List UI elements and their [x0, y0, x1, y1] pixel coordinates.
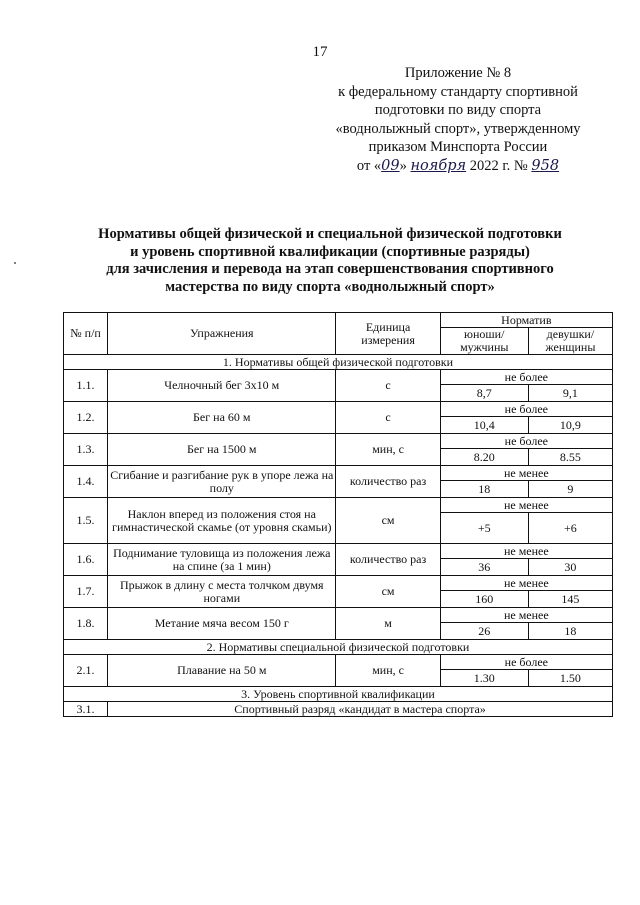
header-num: № п/п	[64, 313, 108, 355]
row-num: 1.4.	[64, 466, 108, 498]
appendix-line: к федеральному стандарту спортивной	[338, 83, 578, 100]
appendix-line: подготовки по виду спорта	[374, 102, 542, 118]
page-number: 17	[312, 44, 328, 60]
row-unit: количество раз	[336, 466, 440, 498]
row-condition: не менее	[440, 608, 612, 623]
date-mid: »	[399, 157, 407, 174]
row-exercise: Прыжок в длину с места толчком двумя ногами	[108, 576, 336, 608]
row-condition: не более	[440, 655, 612, 670]
title-line: для зачисления и перевода на этап совершенствования спортивного	[106, 261, 554, 277]
row-unit: с	[336, 402, 440, 434]
row-girls-value: 30	[528, 559, 612, 576]
row-num: 1.5.	[64, 498, 108, 544]
row-num: 3.1.	[64, 702, 108, 717]
row-exercise: Поднимание туловища из положения лежа на спине (за 1 мин)	[108, 544, 336, 576]
row-condition: не более	[440, 402, 612, 417]
row-condition: не более	[440, 434, 612, 449]
row-num: 1.2.	[64, 402, 108, 434]
row-boys-value: +5	[440, 513, 528, 544]
row-exercise: Наклон вперед из положения стоя на гимнастической скамье (от уровня скамьи)	[108, 498, 336, 544]
row-boys-value: 8,7	[440, 385, 528, 402]
row-unit: количество раз	[336, 544, 440, 576]
row-girls-value: +6	[528, 513, 612, 544]
date-prefix: от «	[356, 157, 382, 174]
row-num: 1.1.	[64, 370, 108, 402]
row-exercise: Метание мяча весом 150 г	[108, 608, 336, 640]
row-boys-value: 160	[440, 591, 528, 608]
row-unit: с	[336, 370, 440, 402]
header-boys: юноши/ мужчины	[440, 328, 528, 355]
appendix-line: приказом Минспорта России	[368, 139, 548, 155]
row-boys-value: 8.20	[440, 449, 528, 466]
header-exercise: Упражнения	[108, 313, 336, 355]
row-num: 2.1.	[64, 655, 108, 687]
title-line: мастерства по виду спорта «воднолыжный спорт»	[165, 278, 495, 295]
row-boys-value: 10,4	[440, 417, 528, 434]
scan-speck	[14, 262, 16, 264]
appendix-line: Приложение № 8	[404, 65, 512, 81]
row-boys-value: 26	[440, 623, 528, 640]
row-condition: не менее	[440, 498, 612, 513]
norms-table	[63, 312, 613, 717]
row-unit: см	[336, 498, 440, 544]
row-condition: не менее	[440, 544, 612, 559]
row-unit: см	[336, 576, 440, 608]
row-exercise: Бег на 1500 м	[108, 434, 336, 466]
row-girls-value: 9	[528, 481, 612, 498]
section-title: 1. Нормативы общей физической подготовки	[64, 355, 613, 370]
title-line: и уровень спортивной квалификации (спортивные разряды)	[130, 243, 530, 260]
row-unit: м	[336, 608, 440, 640]
row-condition: не более	[440, 370, 612, 385]
row-num: 1.7.	[64, 576, 108, 608]
date-month: ноября	[410, 157, 467, 174]
row-exercise: Челночный бег 3х10 м	[108, 370, 336, 402]
appendix-date-line	[308, 157, 608, 176]
title-line: Нормативы общей физической и специальной физической подготовки	[98, 226, 562, 242]
row-girls-value: 18	[528, 623, 612, 640]
row-boys-value: 1.30	[440, 670, 528, 687]
appendix-line: «воднолыжный спорт», утвержденному	[335, 120, 581, 137]
row-num: 1.8.	[64, 608, 108, 640]
row-boys-value: 36	[440, 559, 528, 576]
row-num: 1.6.	[64, 544, 108, 576]
row-num: 1.3.	[64, 434, 108, 466]
section-title: 2. Нормативы специальной физической подготовки	[64, 640, 613, 655]
row-exercise: Сгибание и разгибание рук в упоре лежа на полу	[108, 466, 336, 498]
header-girls: девушки/ женщины	[528, 328, 612, 355]
row-unit: мин, с	[336, 434, 440, 466]
row-girls-value: 8.55	[528, 449, 612, 466]
document-title	[60, 226, 600, 296]
header-unit: Единица измерения	[336, 313, 440, 355]
row-condition: не менее	[440, 466, 612, 481]
row-qualification: Спортивный разряд «кандидат в мастера спорта»	[108, 702, 613, 717]
row-condition: не менее	[440, 576, 612, 591]
row-girls-value: 10,9	[528, 417, 612, 434]
order-number: 958	[531, 157, 560, 174]
row-girls-value: 145	[528, 591, 612, 608]
row-girls-value: 1.50	[528, 670, 612, 687]
row-girls-value: 9,1	[528, 385, 612, 402]
row-exercise: Плавание на 50 м	[108, 655, 336, 687]
section-title: 3. Уровень спортивной квалификации	[64, 687, 613, 702]
date-year: 2022 г. №	[469, 157, 528, 174]
appendix-header	[308, 64, 608, 175]
row-exercise: Бег на 60 м	[108, 402, 336, 434]
header-norm: Норматив	[440, 313, 612, 328]
date-day: 09	[381, 157, 400, 174]
row-boys-value: 18	[440, 481, 528, 498]
row-unit: мин, с	[336, 655, 440, 687]
